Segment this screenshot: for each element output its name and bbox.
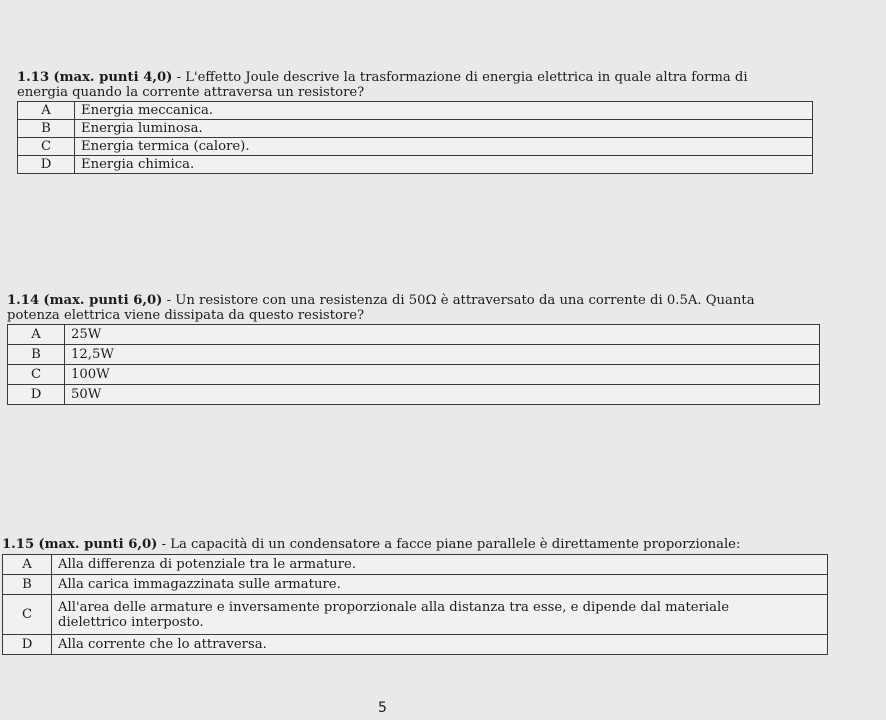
option-text-multiline: [52, 595, 828, 635]
question-number: 1.15: [2, 537, 35, 552]
option-text: 12,5W: [65, 345, 820, 365]
option-row[interactable]: [18, 156, 813, 174]
option-row[interactable]: [8, 385, 820, 405]
option-letter: A: [18, 102, 75, 120]
option-letter: C: [3, 595, 52, 635]
options-table: [17, 101, 813, 174]
option-row[interactable]: [3, 555, 828, 575]
option-letter: B: [18, 120, 75, 138]
option-letter: D: [3, 635, 52, 655]
option-text: Alla differenza di potenziale tra le armature.: [52, 555, 828, 575]
option-text: Energia meccanica.: [75, 102, 813, 120]
options-table: [2, 554, 828, 655]
option-row[interactable]: [3, 575, 828, 595]
option-letter: A: [8, 325, 65, 345]
question-text: [17, 70, 817, 100]
question-number: 1.13: [17, 70, 50, 85]
question-1-14: [7, 293, 827, 405]
question-text: [2, 537, 832, 552]
option-text-continued: dielettrico interposto.: [58, 614, 204, 630]
question-points: (max. punti 6,0): [38, 537, 158, 552]
option-text: 25W: [65, 325, 820, 345]
options-table: [7, 324, 820, 405]
option-letter: D: [18, 156, 75, 174]
option-row[interactable]: [18, 138, 813, 156]
question-1-13: [17, 70, 817, 174]
option-row[interactable]: [3, 635, 828, 655]
option-row[interactable]: [8, 325, 820, 345]
question-body-line2: potenza elettrica viene dissipata da questo resistore?: [7, 308, 365, 323]
option-text: Energia chimica.: [75, 156, 813, 174]
question-number: 1.14: [7, 293, 40, 308]
option-letter: B: [3, 575, 52, 595]
option-row[interactable]: [18, 120, 813, 138]
question-body-line2: energia quando la corrente attraversa un resistore?: [17, 85, 365, 100]
option-letter: A: [3, 555, 52, 575]
option-letter: C: [18, 138, 75, 156]
option-text: Alla carica immagazzinata sulle armature.: [52, 575, 828, 595]
option-text: 100W: [65, 365, 820, 385]
question-1-15: [2, 537, 832, 655]
option-text: All'area delle armature e inversamente proporzionale alla distanza tra esse, e dipende dal materiale: [58, 599, 729, 615]
question-text: [7, 293, 827, 323]
option-letter: B: [8, 345, 65, 365]
option-letter: D: [8, 385, 65, 405]
question-points: (max. punti 4,0): [53, 70, 173, 85]
option-text: Energia termica (calore).: [75, 138, 813, 156]
question-body-line1: - L'effetto Joule descrive la trasformazione di energia elettrica in quale altra forma di: [172, 70, 748, 85]
question-body-line1: - Un resistore con una resistenza di 50Ω è attraversato da una corrente di 0.5A. Quanta: [162, 293, 755, 308]
question-points: (max. punti 6,0): [43, 293, 163, 308]
option-text: Energia luminosa.: [75, 120, 813, 138]
option-row[interactable]: [8, 345, 820, 365]
question-body-line1: - La capacità di un condensatore a facce piane parallele è direttamente proporzionale:: [157, 537, 741, 552]
option-row[interactable]: [3, 595, 828, 635]
option-letter: C: [8, 365, 65, 385]
option-text: Alla corrente che lo attraversa.: [52, 635, 828, 655]
option-row[interactable]: [8, 365, 820, 385]
option-row[interactable]: [18, 102, 813, 120]
option-text: 50W: [65, 385, 820, 405]
page-number: 5: [378, 700, 387, 716]
